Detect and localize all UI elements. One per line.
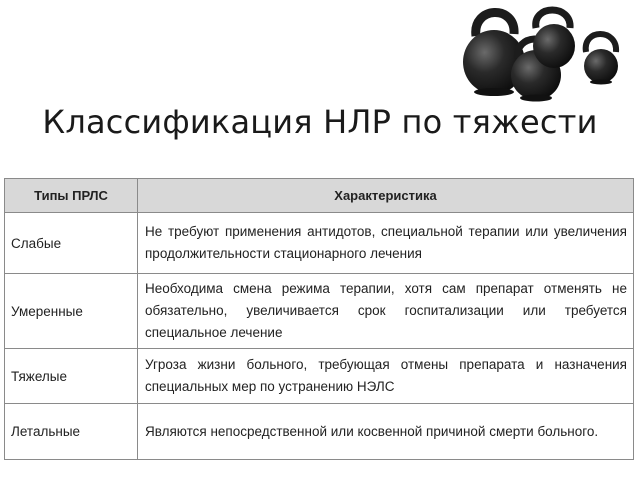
slide-title: Классификация НЛР по тяжести (42, 103, 598, 141)
row-type: Слабые (5, 213, 138, 274)
table-row (5, 404, 634, 460)
row-type: Летальные (5, 404, 138, 460)
header-types: Типы ПРЛС (5, 179, 138, 213)
row-type: Тяжелые (5, 349, 138, 404)
row-description: Не требуют применения антидотов, специальной терапии или увеличения продолжительности стационарного лечения (138, 213, 634, 274)
table-row (5, 349, 634, 404)
row-description: Являются непосредственной или косвенной причиной смерти больного. (138, 404, 634, 460)
kettlebells-icon (458, 0, 640, 104)
table-row (5, 213, 634, 274)
table-row (5, 274, 634, 349)
classification-table-container (4, 178, 634, 460)
row-description: Угроза жизни больного, требующая отмены препарата и назначения специальных мер по устранению НЭЛС (138, 349, 634, 404)
row-description: Необходима смена режима терапии, хотя сам препарат отменять не обязательно, увеличивается срок госпитализации или требуется специальное лечение (138, 274, 634, 349)
row-type: Умеренные (5, 274, 138, 349)
table-header-row (5, 179, 634, 213)
classification-table (4, 178, 634, 460)
header-characteristics: Характеристика (138, 179, 634, 213)
